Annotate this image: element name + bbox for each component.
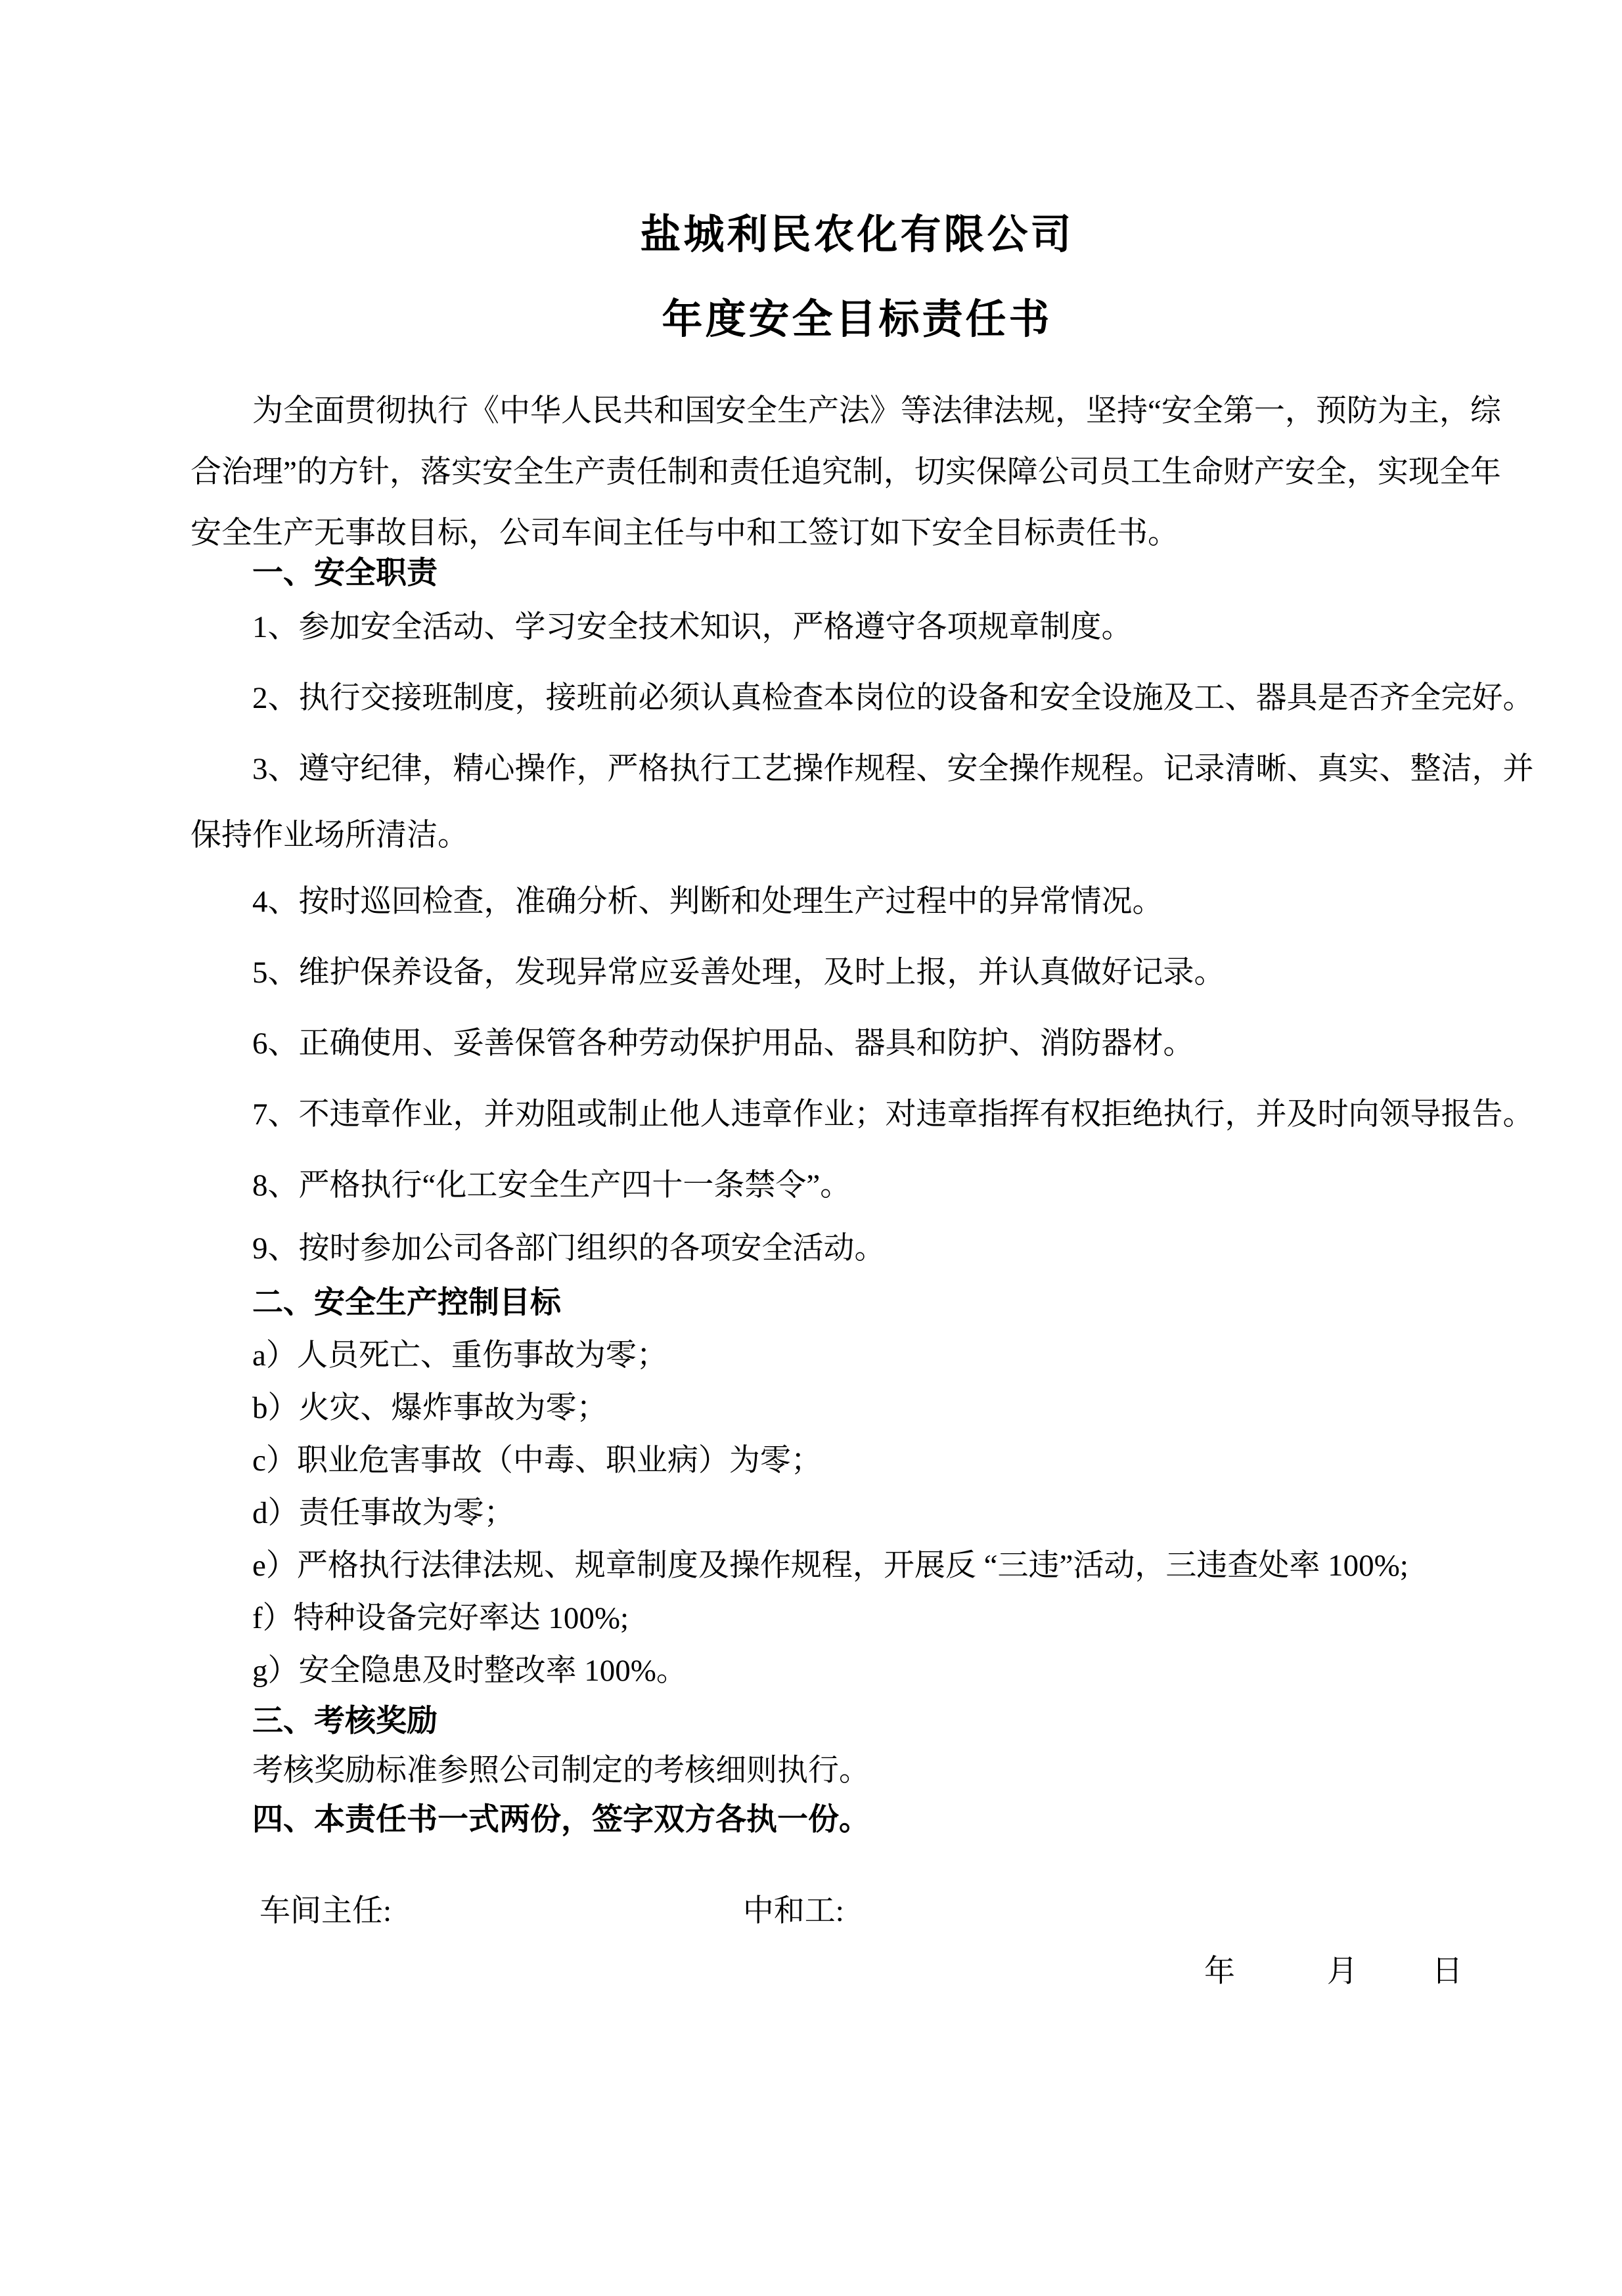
neutralization-worker-label: 中和工: — [742, 1894, 844, 1928]
control-target-item: f）特种设备完好率达 100%; — [252, 1601, 629, 1635]
control-target-item: b）火灾、爆炸事故为零； — [252, 1391, 608, 1425]
section2-heading: 二、安全生产控制目标 — [252, 1286, 561, 1320]
section3-body: 考核奖励标准参照公司制定的考核细则执行。 — [252, 1754, 870, 1788]
intro-paragraph — [191, 381, 1523, 564]
section2-target-list — [191, 1329, 1523, 1697]
intro-line: 合治理”的方针，落实安全生产责任制和责任追究制，切实保障公司员工生命财产安全，实现全年 — [191, 455, 1501, 489]
workshop-director-label: 车间主任: — [259, 1894, 392, 1928]
document-title: 年度安全目标责任书 — [662, 298, 1052, 342]
control-target-item: c）职业危害事故（中毒、职业病）为零； — [252, 1444, 822, 1478]
section1-duty-list — [191, 592, 1534, 1277]
duty-item: 5、维护保养设备，发现异常应妥善处理，及时上报，并认真做好记录。 — [252, 956, 1225, 990]
year-label: 年 — [1204, 1954, 1235, 1989]
date-row — [191, 1941, 1523, 2002]
duty-item: 2、执行交接班制度，接班前必须认真检查本岗位的设备和安全设施及工、器具是否齐全完好。 — [252, 681, 1534, 715]
company-title: 盐城利民农化有限公司 — [640, 213, 1074, 257]
duty-item: 6、正确使用、妥善保管各种劳动保护用品、器具和防护、消防器材。 — [252, 1027, 1194, 1061]
duty-item: 9、按时参加公司各部门组织的各项安全活动。 — [252, 1231, 886, 1266]
duty-item: 1、参加安全活动、学习安全技术知识，严格遵守各项规章制度。 — [252, 610, 1133, 644]
day-label: 日 — [1431, 1954, 1463, 1989]
control-target-item: d）责任事故为零； — [252, 1496, 515, 1530]
intro-line: 安全生产无事故目标，公司车间主任与中和工签订如下安全目标责任书。 — [191, 516, 1179, 550]
section3-heading: 三、考核奖励 — [252, 1704, 438, 1738]
control-target-item: e）严格执行法律法规、规章制度及操作规程，开展反 “三违”活动，三违查处率 100%; — [252, 1549, 1408, 1583]
section1-heading: 一、安全职责 — [252, 556, 438, 590]
section4-heading: 四、本责任书一式两份，签字双方各执一份。 — [252, 1803, 870, 1837]
control-target-item: a）人员死亡、重伤事故为零； — [252, 1338, 667, 1373]
intro-line: 为全面贯彻执行《中华人民共和国安全生产法》等法律法规，坚持“安全第一，预防为主，综 — [252, 394, 1501, 428]
control-target-item: g）安全隐患及时整改率 100%。 — [252, 1654, 687, 1688]
duty-item: 7、不违章作业，并劝阻或制止他人违章作业；对违章指挥有权拒绝执行，并及时向领导报告。 — [252, 1097, 1534, 1132]
duty-item: 3、遵守纪律，精心操作，严格执行工艺操作规程、安全操作规程。记录清晰、真实、整洁，并 — [252, 752, 1534, 786]
month-label: 月 — [1326, 1954, 1358, 1989]
duty-item: 4、按时巡回检查，准确分析、判断和处理生产过程中的异常情况。 — [252, 885, 1163, 919]
signature-row — [191, 1881, 1523, 1941]
duty-item: 保持作业场所清洁。 — [191, 818, 468, 852]
duty-item: 8、严格执行“化工安全生产四十一条禁令”。 — [252, 1168, 851, 1203]
